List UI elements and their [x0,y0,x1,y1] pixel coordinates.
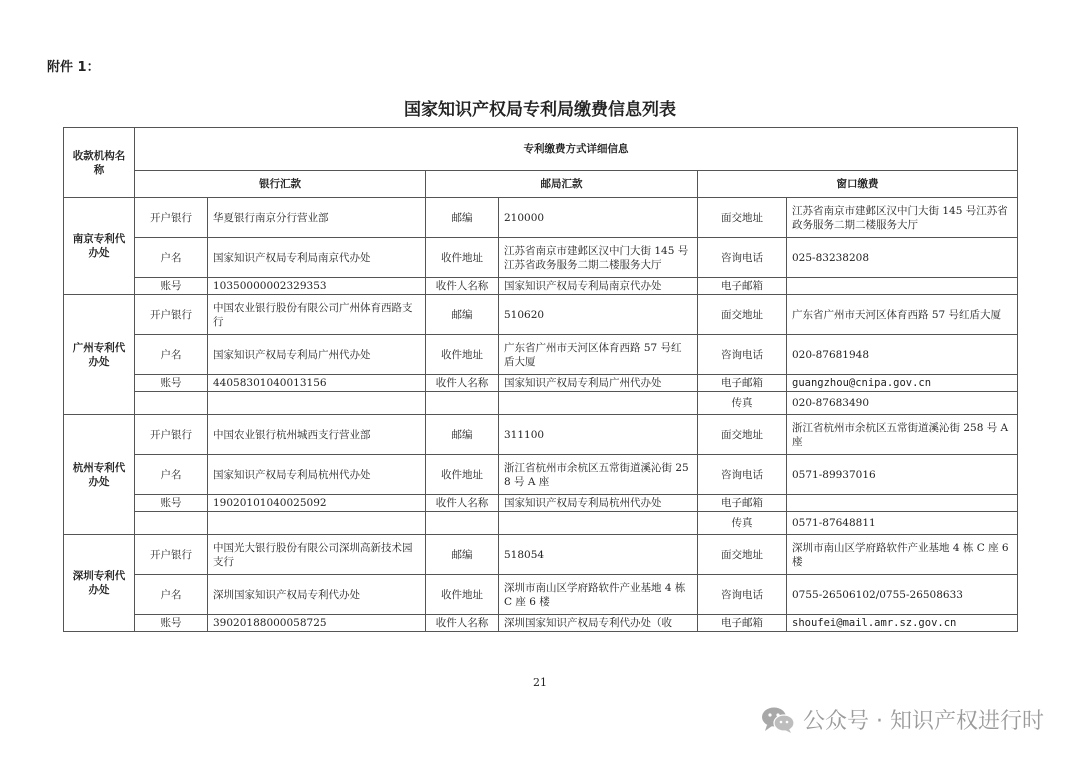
email [787,278,1018,295]
label-recipient: 收件人名称 [426,278,499,295]
email: shoufei@mail.amr.sz.gov.cn [787,615,1018,632]
header-row [64,128,1018,171]
label-email: 电子邮箱 [698,375,787,392]
account-name: 国家知识产权局专利局杭州代办处 [208,455,426,495]
empty-cell [135,392,208,415]
phone: 020-87681948 [787,335,1018,375]
empty-cell [208,392,426,415]
receiving-address: 浙江省杭州市余杭区五常街道溪沁街 258 号 A 座 [499,455,698,495]
account-number: 19020101040025092 [208,495,426,512]
wechat-icon [761,706,795,734]
table-row [64,295,1018,335]
office-name: 广州专利代办处 [64,295,135,415]
fax: 0571-87648811 [787,512,1018,535]
label-recipient: 收件人名称 [426,615,499,632]
bank-name: 中国农业银行杭州城西支行营业部 [208,415,426,455]
page-title: 国家知识产权局专利局缴费信息列表 [404,100,676,120]
counter-address: 广东省广州市天河区体育西路 57 号红盾大厦 [787,295,1018,335]
recipient: 深圳国家知识产权局专利代办处（收 [499,615,698,632]
office-name: 深圳专利代办处 [64,535,135,632]
email [787,495,1018,512]
recipient: 国家知识产权局专利局杭州代办处 [499,495,698,512]
label-postcode: 邮编 [426,535,499,575]
label-bank-name: 开户银行 [135,535,208,575]
label-email: 电子邮箱 [698,615,787,632]
bank-name: 中国光大银行股份有限公司深圳高新技术园支行 [208,535,426,575]
table-row [64,512,1018,535]
table-row [64,495,1018,512]
table-row [64,615,1018,632]
window-header: 窗口缴费 [698,171,1018,198]
label-account-no: 账号 [135,615,208,632]
receiving-address: 深圳市南山区学府路软件产业基地 4 栋 C 座 6 楼 [499,575,698,615]
label-email: 电子邮箱 [698,278,787,295]
label-phone: 咨询电话 [698,455,787,495]
bank-name: 中国农业银行股份有限公司广州体育西路支行 [208,295,426,335]
empty-cell [426,392,499,415]
bank-name: 华夏银行南京分行营业部 [208,198,426,238]
account-number: 44058301040013156 [208,375,426,392]
recipient: 国家知识产权局专利局南京代办处 [499,278,698,295]
label-recipient: 收件人名称 [426,495,499,512]
table-row [64,575,1018,615]
fee-info-table [63,127,1018,632]
label-fax: 传真 [698,512,787,535]
label-counter-addr: 面交地址 [698,535,787,575]
label-postcode: 邮编 [426,415,499,455]
postcode: 510620 [499,295,698,335]
detail-header: 专利缴费方式详细信息 [135,128,1018,171]
label-recv-addr: 收件地址 [426,455,499,495]
office-name: 杭州专利代办处 [64,415,135,535]
account-name: 深圳国家知识产权局专利代办处 [208,575,426,615]
receiving-address: 广东省广州市天河区体育西路 57 号红盾大厦 [499,335,698,375]
label-recv-addr: 收件地址 [426,575,499,615]
watermark-text: 公众号 · 知识产权进行时 [803,709,1044,734]
label-account-no: 账号 [135,278,208,295]
phone: 0755-26506102/0755-26508633 [787,575,1018,615]
postcode: 518054 [499,535,698,575]
table-row [64,335,1018,375]
counter-address: 浙江省杭州市余杭区五常街道溪沁街 258 号 A 座 [787,415,1018,455]
label-recipient: 收件人名称 [426,375,499,392]
account-name: 国家知识产权局专利局广州代办处 [208,335,426,375]
label-account-name: 户名 [135,238,208,278]
empty-cell [499,512,698,535]
bank-header: 银行汇款 [135,171,426,198]
table-row [64,455,1018,495]
label-phone: 咨询电话 [698,335,787,375]
email: guangzhou@cnipa.gov.cn [787,375,1018,392]
empty-cell [499,392,698,415]
account-number: 10350000002329353 [208,278,426,295]
page-number: 21 [533,676,547,689]
label-phone: 咨询电话 [698,575,787,615]
table-row [64,238,1018,278]
phone: 0571-89937016 [787,455,1018,495]
office-name: 南京专利代办处 [64,198,135,295]
table-row [64,392,1018,415]
org-header: 收款机构名称 [64,128,135,198]
label-recv-addr: 收件地址 [426,335,499,375]
table-row [64,535,1018,575]
label-bank-name: 开户银行 [135,198,208,238]
label-email: 电子邮箱 [698,495,787,512]
postcode: 311100 [499,415,698,455]
empty-cell [208,512,426,535]
empty-cell [135,512,208,535]
label-counter-addr: 面交地址 [698,198,787,238]
table-row [64,198,1018,238]
account-number: 39020188000058725 [208,615,426,632]
fax: 020-87683490 [787,392,1018,415]
counter-address: 深圳市南山区学府路软件产业基地 4 栋 C 座 6 楼 [787,535,1018,575]
table-row [64,375,1018,392]
label-counter-addr: 面交地址 [698,415,787,455]
subheader-row [64,171,1018,198]
counter-address: 江苏省南京市建邺区汉中门大街 145 号江苏省政务服务二期二楼服务大厅 [787,198,1018,238]
label-fax: 传真 [698,392,787,415]
label-account-name: 户名 [135,335,208,375]
receiving-address: 江苏省南京市建邺区汉中门大街 145 号江苏省政务服务二期二楼服务大厅 [499,238,698,278]
postcode: 210000 [499,198,698,238]
phone: 025-83238208 [787,238,1018,278]
empty-cell [426,512,499,535]
table-row [64,415,1018,455]
label-counter-addr: 面交地址 [698,295,787,335]
recipient: 国家知识产权局专利局广州代办处 [499,375,698,392]
watermark [761,704,1044,735]
label-postcode: 邮编 [426,295,499,335]
post-header: 邮局汇款 [426,171,698,198]
label-phone: 咨询电话 [698,238,787,278]
label-recv-addr: 收件地址 [426,238,499,278]
table-row [64,278,1018,295]
label-account-no: 账号 [135,375,208,392]
label-account-name: 户名 [135,575,208,615]
label-account-no: 账号 [135,495,208,512]
label-bank-name: 开户银行 [135,295,208,335]
label-bank-name: 开户银行 [135,415,208,455]
label-postcode: 邮编 [426,198,499,238]
account-name: 国家知识产权局专利局南京代办处 [208,238,426,278]
annex-label: 附件 1： [47,60,100,75]
label-account-name: 户名 [135,455,208,495]
